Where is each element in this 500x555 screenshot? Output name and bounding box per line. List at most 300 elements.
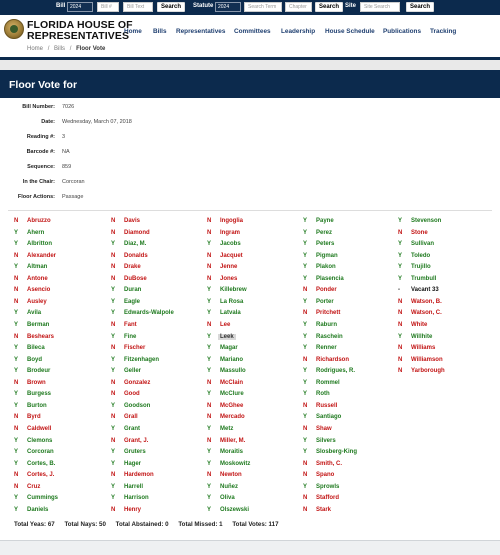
meta-value: Passage: [62, 194, 84, 200]
member-name-link[interactable]: Plasencia: [316, 275, 344, 282]
vote-mark: N: [398, 298, 403, 305]
member-name-link[interactable]: Sullivan: [411, 241, 435, 248]
member-name-link[interactable]: Fant: [124, 321, 137, 328]
member-name-link[interactable]: Slosberg-King: [316, 449, 358, 455]
vote-mark: N: [303, 506, 308, 513]
vote-mark: N: [111, 275, 116, 282]
member-name-link[interactable]: Fine: [124, 333, 137, 340]
vote-mark: N: [111, 321, 116, 328]
member-name-link[interactable]: Corcoran: [27, 449, 54, 455]
vote-mark: Y: [303, 414, 308, 421]
member-name-link[interactable]: Henry: [124, 506, 142, 513]
meta-row: [0, 164, 300, 176]
brand-line-1: FLORIDA HOUSE OF: [27, 19, 133, 31]
member-name-link[interactable]: Edwards-Walpole: [124, 310, 174, 317]
chapter-input[interactable]: Chapter: [285, 2, 312, 12]
page-title: Floor Vote for: [9, 79, 78, 91]
section-divider: [8, 210, 492, 211]
vote-mark: N: [207, 379, 212, 386]
member-name-link[interactable]: Newton: [220, 472, 242, 479]
member-name-link[interactable]: Rodrigues, R.: [316, 368, 356, 375]
member-name-link[interactable]: Mariano: [220, 356, 244, 363]
member-name-link[interactable]: Abruzzo: [27, 218, 51, 224]
member-name-link[interactable]: Rommel: [316, 379, 340, 386]
member-name-link[interactable]: Renner: [316, 345, 337, 352]
nav-committees[interactable]: Committees: [234, 28, 271, 35]
vote-mark: Y: [111, 483, 116, 490]
meta-key: Barcode #:: [26, 149, 55, 155]
member-name-link[interactable]: Berman: [27, 321, 50, 328]
vote-mark: N: [303, 472, 308, 479]
vote-mark: N: [207, 437, 212, 444]
meta-value: 3: [62, 134, 66, 140]
meta-key: Bill Number:: [22, 104, 55, 110]
bill-text-input[interactable]: Bill Text: [123, 2, 153, 12]
member-name-link[interactable]: Albritton: [27, 241, 52, 248]
member-name-link[interactable]: McClain: [220, 379, 244, 386]
member-name-link[interactable]: White: [411, 321, 428, 328]
vote-mark: N: [14, 218, 19, 224]
member-name-link[interactable]: Byrd: [27, 414, 41, 421]
member-name-link[interactable]: Donalds: [124, 252, 148, 259]
member-name-link[interactable]: Beshears: [27, 333, 55, 340]
vote-mark: N: [111, 379, 116, 386]
member-name-link[interactable]: Yarborough: [411, 368, 445, 375]
member-name-link[interactable]: Miller, M.: [220, 437, 246, 444]
member-name-link[interactable]: Grant, J.: [124, 437, 149, 444]
breadcrumb-separator: /: [47, 46, 50, 52]
member-name-link[interactable]: Santiago: [316, 414, 342, 421]
vote-mark: Y: [207, 298, 212, 305]
site-brand[interactable]: [27, 20, 133, 42]
vote-mark: N: [14, 287, 19, 294]
vote-mark: Y: [303, 391, 308, 398]
nav-home[interactable]: Home: [124, 28, 142, 35]
member-name-link[interactable]: Ingram: [220, 229, 241, 236]
vote-mark: Y: [207, 356, 212, 363]
vote-mark: N: [111, 229, 116, 236]
vote-mark: N: [207, 402, 212, 409]
member-name-link[interactable]: Pritchett: [316, 310, 341, 317]
vote-mark: Y: [398, 252, 403, 259]
meta-value: NA: [62, 149, 70, 155]
member-name-link[interactable]: Moraitis: [220, 449, 244, 455]
meta-value: Wednesday, March 07, 2018: [62, 119, 132, 125]
vote-mark: Y: [14, 437, 19, 444]
vote-mark: N: [111, 264, 116, 271]
vote-mark: Y: [303, 321, 308, 328]
member-name-link[interactable]: Jones: [220, 275, 238, 282]
total-abstained: Total Abstained: 0: [115, 521, 169, 528]
member-name-link[interactable]: Gruters: [124, 449, 146, 455]
total-yeas: Total Yeas: 67: [14, 521, 55, 528]
breadcrumb-home[interactable]: Home: [27, 46, 44, 52]
vote-mark: Y: [303, 368, 308, 375]
member-name-link[interactable]: Killebrew: [220, 287, 247, 294]
vote-mark: N: [207, 414, 212, 421]
site-search-button[interactable]: Search: [406, 2, 434, 12]
member-name-link[interactable]: Trumbull: [411, 275, 437, 282]
member-name-link[interactable]: Ingoglia: [220, 218, 243, 224]
vote-mark: Y: [303, 333, 308, 340]
vote-mark: N: [14, 425, 19, 432]
member-name-link[interactable]: Magar: [220, 345, 238, 352]
vote-mark: Y: [398, 333, 403, 340]
member-name-link[interactable]: Jacquet: [220, 252, 243, 259]
content-band: [0, 60, 500, 70]
vote-mark: Y: [303, 241, 308, 248]
vote-mark: Y: [207, 241, 212, 248]
member-name-link[interactable]: Clemons: [27, 437, 53, 444]
meta-key: Sequence:: [27, 164, 55, 170]
vote-mark: Y: [207, 368, 212, 375]
member-name-link[interactable]: Williamson: [411, 356, 443, 363]
member-name-link[interactable]: Burgess: [27, 391, 52, 398]
vote-mark: Y: [14, 264, 19, 271]
statute-year-select[interactable]: 2024: [215, 2, 241, 12]
vote-mark: Y: [14, 241, 19, 248]
bill-label: Bill: [56, 3, 66, 9]
vote-mark: Y: [398, 218, 403, 224]
member-name-link[interactable]: Asencio: [27, 287, 51, 294]
vote-mark: N: [14, 472, 19, 479]
member-name-link[interactable]: Raschein: [316, 333, 343, 340]
vote-mark: N: [111, 345, 116, 352]
vote-mark: N: [398, 368, 403, 375]
member-name-link[interactable]: McClure: [220, 391, 244, 398]
vote-mark: Y: [303, 229, 308, 236]
vote-mark: Y: [207, 391, 212, 398]
total-nays: Total Nays: 50: [64, 521, 106, 528]
member-name-link[interactable]: Vacant 33: [411, 287, 439, 294]
member-name-link[interactable]: Gonzalez: [124, 379, 151, 386]
meta-value: Corcoran: [62, 179, 85, 185]
member-name-link[interactable]: Lee: [220, 321, 231, 328]
vote-mark: Y: [207, 495, 212, 502]
meta-key: Floor Actions:: [17, 194, 55, 200]
vote-mark: N: [207, 275, 212, 282]
nav-tracking[interactable]: Tracking: [430, 28, 457, 35]
member-name-link[interactable]: Cummings: [27, 495, 59, 502]
top-search-bar: [0, 0, 500, 15]
page-footer: [0, 540, 500, 555]
vote-mark: N: [111, 472, 116, 479]
member-name-link[interactable]: Ahern: [27, 229, 45, 236]
member-name-link[interactable]: Alexander: [27, 252, 57, 259]
vote-mark: Y: [207, 460, 212, 467]
meta-row: [0, 179, 300, 191]
vote-mark: N: [398, 310, 403, 317]
total-missed: Total Missed: 1: [178, 521, 223, 528]
vote-mark: N: [14, 275, 19, 282]
vote-mark: Y: [207, 449, 212, 455]
vote-mark: Y: [111, 310, 116, 317]
vote-mark: Y: [303, 298, 308, 305]
vote-mark: Y: [207, 425, 212, 432]
vote-mark: Y: [14, 321, 19, 328]
member-name-link[interactable]: Diamond: [124, 229, 150, 236]
member-name-link[interactable]: McGhee: [220, 402, 244, 409]
member-name-link[interactable]: Richardson: [316, 356, 350, 363]
member-name-link[interactable]: Harrison: [124, 495, 149, 502]
member-name-link[interactable]: Stone: [411, 229, 428, 236]
member-name-link[interactable]: Bileca: [27, 345, 45, 352]
breadcrumb-current: Floor Vote: [76, 46, 106, 52]
vote-mark: N: [207, 472, 212, 479]
bill-search-button[interactable]: Search: [157, 2, 185, 12]
member-name-link[interactable]: Burton: [27, 402, 47, 409]
vote-mark: N: [303, 425, 308, 432]
vote-mark: Y: [111, 333, 116, 340]
member-name-link[interactable]: Spano: [316, 472, 335, 479]
vote-mark: N: [111, 437, 116, 444]
member-name-link[interactable]: Diaz, M.: [124, 241, 147, 248]
vote-mark: Y: [14, 345, 19, 352]
vote-mark: Y: [111, 495, 116, 502]
vote-mark: Y: [303, 218, 308, 224]
vote-mark: Y: [303, 449, 308, 455]
member-name-link[interactable]: Williams: [411, 345, 436, 352]
member-name-link[interactable]: Brown: [27, 379, 46, 386]
vote-mark: N: [14, 298, 19, 305]
nav-house-schedule[interactable]: House Schedule: [325, 28, 375, 35]
vote-mark: Y: [14, 229, 19, 236]
member-name-link[interactable]: Geller: [124, 368, 142, 375]
member-name-link[interactable]: Shaw: [316, 425, 332, 432]
vote-mark: Y: [398, 241, 403, 248]
member-name-link[interactable]: Mercado: [220, 414, 245, 421]
vote-mark: N: [111, 506, 116, 513]
member-name-link[interactable]: La Rosa: [220, 298, 244, 305]
vote-mark: N: [207, 218, 212, 224]
member-name-link[interactable]: Stevenson: [411, 218, 442, 224]
member-name-link[interactable]: Cruz: [27, 483, 41, 490]
vote-mark: Y: [207, 483, 212, 490]
nav-representatives[interactable]: Representatives: [176, 28, 226, 35]
member-name-link[interactable]: Payne: [316, 218, 334, 224]
member-name-link[interactable]: Boyd: [27, 356, 42, 363]
member-name-link[interactable]: Metz: [220, 425, 234, 432]
vote-mark: N: [398, 229, 403, 236]
member-name-link[interactable]: Ausley: [27, 298, 47, 305]
member-name-link[interactable]: Caldwell: [27, 425, 52, 432]
vote-mark: Y: [398, 264, 403, 271]
vote-mark: Y: [111, 402, 116, 409]
vote-mark: Y: [303, 345, 308, 352]
vote-mark: Y: [207, 333, 212, 340]
vote-mark: Y: [14, 460, 19, 467]
vote-mark: N: [303, 356, 308, 363]
vote-mark: Y: [303, 379, 308, 386]
vote-mark: Y: [111, 449, 116, 455]
vote-mark: N: [111, 218, 116, 224]
vote-mark: -: [398, 287, 400, 294]
member-name-link[interactable]: Watson, B.: [411, 298, 442, 305]
meta-row: [0, 149, 300, 161]
member-name-link[interactable]: Trujillo: [411, 264, 431, 271]
florida-house-seal-logo[interactable]: [4, 19, 24, 39]
total-votes: Total Votes: 117: [232, 521, 279, 528]
meta-value: 859: [62, 164, 72, 170]
member-name-link[interactable]: Davis: [124, 218, 141, 224]
vote-mark: N: [207, 252, 212, 259]
vote-mark: Y: [14, 310, 19, 317]
member-name-link[interactable]: Raburn: [316, 321, 337, 328]
site-header: [0, 15, 500, 57]
site-label: Site: [345, 3, 357, 9]
member-name-link[interactable]: Toledo: [411, 252, 431, 259]
vote-mark: N: [207, 264, 212, 271]
statute-label: Statute: [193, 3, 214, 9]
meta-key: Date:: [41, 119, 55, 125]
breadcrumb: [27, 46, 108, 52]
member-name-link[interactable]: Oliva: [220, 495, 235, 502]
vote-mark: Y: [303, 483, 308, 490]
member-name-link[interactable]: Jenne: [220, 264, 238, 271]
vote-mark: Y: [303, 252, 308, 259]
vote-mark: Y: [111, 241, 116, 248]
vote-mark: Y: [14, 402, 19, 409]
member-name-link[interactable]: Grall: [124, 414, 138, 421]
vote-totals: [14, 521, 287, 528]
nav-leadership[interactable]: Leadership: [281, 28, 316, 35]
member-name-link[interactable]: Daniels: [27, 506, 49, 513]
member-name-link[interactable]: Leek: [220, 333, 234, 340]
member-name-link[interactable]: Plakon: [316, 264, 336, 271]
vote-mark: Y: [14, 368, 19, 375]
vote-mark: N: [111, 252, 116, 259]
bill-number-input[interactable]: Bill #: [97, 2, 119, 12]
member-name-link[interactable]: Willhite: [411, 333, 433, 340]
vote-mark: Y: [207, 345, 212, 352]
vote-mark: N: [303, 287, 308, 294]
vote-mark: N: [303, 495, 308, 502]
vote-mark: N: [303, 310, 308, 317]
vote-mark: Y: [14, 391, 19, 398]
vote-mark: Y: [303, 437, 308, 444]
meta-row: [0, 119, 300, 131]
vote-mark: Y: [14, 495, 19, 502]
meta-row: [0, 194, 300, 206]
vote-mark: Y: [207, 506, 212, 513]
member-name-link[interactable]: Fitzenhagen: [124, 356, 160, 363]
nav-bills[interactable]: Bills: [153, 28, 167, 35]
vote-mark: N: [14, 333, 19, 340]
floor-vote-panel-header: [0, 70, 500, 98]
member-name-link[interactable]: Drake: [124, 264, 141, 271]
vote-mark: Y: [111, 460, 116, 467]
member-name-link[interactable]: Altman: [27, 264, 48, 271]
member-name-link[interactable]: Latvala: [220, 310, 241, 317]
meta-row: [0, 104, 300, 116]
vote-mark: Y: [111, 425, 116, 432]
member-name-link[interactable]: Hager: [124, 460, 142, 467]
vote-mark: N: [111, 414, 116, 421]
vote-mark: Y: [303, 264, 308, 271]
member-name-link[interactable]: Brodeur: [27, 368, 51, 375]
vote-mark: N: [14, 252, 19, 259]
member-name-link[interactable]: Silvers: [316, 437, 336, 444]
vote-mark: N: [303, 402, 308, 409]
member-name-link[interactable]: Cortes, B.: [27, 460, 56, 467]
member-name-link[interactable]: Avila: [27, 310, 42, 317]
site-search-input[interactable]: Site Search: [360, 2, 400, 12]
member-name-link[interactable]: Olszewski: [220, 506, 250, 513]
meta-row: [0, 134, 300, 146]
vote-mark: Y: [207, 287, 212, 294]
vote-mark: Y: [14, 449, 19, 455]
member-name-link[interactable]: Jacobs: [220, 241, 241, 248]
member-name-link[interactable]: Porter: [316, 298, 334, 305]
statute-search-button[interactable]: Search: [315, 2, 343, 12]
member-name-link[interactable]: Watson, C.: [411, 310, 442, 317]
vote-mark: N: [398, 321, 403, 328]
breadcrumb-separator: /: [69, 46, 72, 52]
member-name-link[interactable]: Harrell: [124, 483, 144, 490]
vote-mark: N: [303, 460, 308, 467]
member-name-link[interactable]: Fischer: [124, 345, 146, 352]
vote-mark: Y: [14, 356, 19, 363]
member-name-link[interactable]: Cortes, J.: [27, 472, 55, 479]
member-name-link[interactable]: Peters: [316, 241, 335, 248]
member-name-link[interactable]: Moskowitz: [220, 460, 251, 467]
vote-mark: Y: [111, 368, 116, 375]
vote-mark: N: [207, 321, 212, 328]
member-name-link[interactable]: Duran: [124, 287, 142, 294]
meta-value: 7026: [62, 104, 75, 110]
member-name-link[interactable]: Pigman: [316, 252, 338, 259]
vote-mark: N: [14, 414, 19, 421]
member-name-link[interactable]: Massullo: [220, 368, 246, 375]
member-name-link[interactable]: Ponder: [316, 287, 337, 294]
nav-publications[interactable]: Publications: [383, 28, 421, 35]
vote-mark: Y: [303, 275, 308, 282]
vote-mark: N: [398, 345, 403, 352]
member-name-link[interactable]: Nuñez: [220, 483, 238, 490]
member-name-link[interactable]: Grant: [124, 425, 141, 432]
meta-key: In the Chair:: [22, 179, 55, 185]
member-name-link[interactable]: Smith, C.: [316, 460, 343, 467]
search-term-input[interactable]: Search Term: [244, 2, 282, 12]
member-name-link[interactable]: Stafford: [316, 495, 339, 502]
vote-mark: N: [398, 356, 403, 363]
member-name-link[interactable]: Goodson: [124, 402, 151, 409]
vote-mark: Y: [111, 298, 116, 305]
member-name-link[interactable]: DuBose: [124, 275, 147, 282]
member-name-link[interactable]: Roth: [316, 391, 330, 398]
vote-mark: N: [111, 391, 116, 398]
vote-mark: Y: [111, 356, 116, 363]
vote-mark: Y: [207, 310, 212, 317]
member-name-link[interactable]: Perez: [316, 229, 333, 236]
vote-mark: Y: [111, 287, 116, 294]
bill-year-select[interactable]: 2024: [67, 2, 93, 12]
vote-mark: N: [207, 229, 212, 236]
member-name-link[interactable]: Good: [124, 391, 140, 398]
member-name-link[interactable]: Eagle: [124, 298, 141, 305]
member-name-link[interactable]: Antone: [27, 275, 48, 282]
meta-key: Reading #:: [26, 134, 55, 140]
vote-mark: Y: [14, 506, 19, 513]
vote-mark: Y: [398, 275, 403, 282]
member-name-link[interactable]: Stark: [316, 506, 332, 513]
member-name-link[interactable]: Russell: [316, 402, 338, 409]
member-name-link[interactable]: Sprowls: [316, 483, 340, 490]
breadcrumb-bills[interactable]: Bills: [54, 46, 66, 52]
brand-line-2: REPRESENTATIVES: [27, 30, 130, 42]
vote-mark: N: [14, 483, 19, 490]
member-name-link[interactable]: Hardemon: [124, 472, 154, 479]
